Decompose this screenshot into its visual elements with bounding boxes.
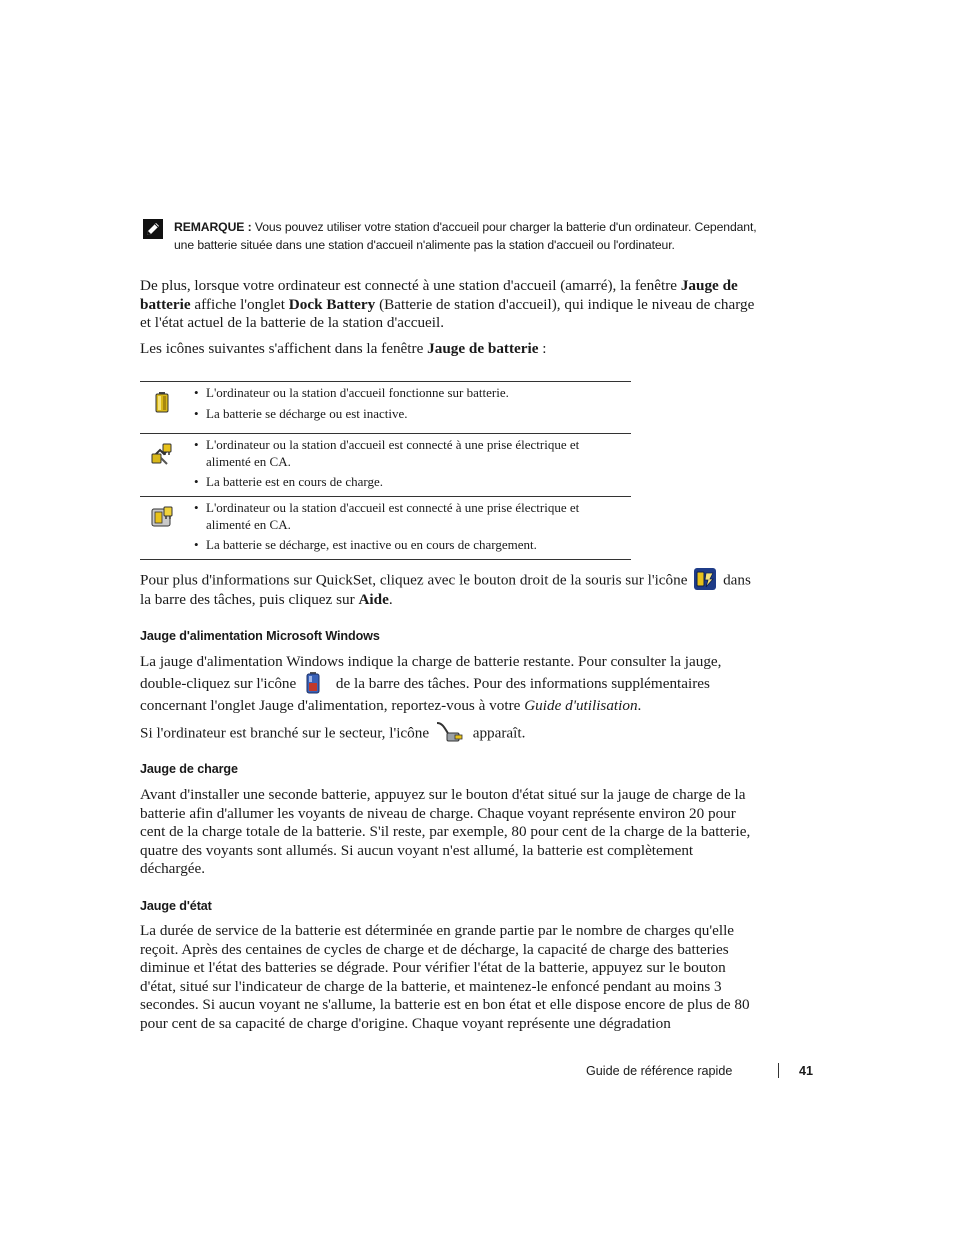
- list-item: • La batterie se décharge ou est inactive.: [194, 406, 624, 423]
- table-row: [140, 433, 631, 496]
- section-heading-windows-power-meter: Jauge d'alimentation Microsoft Windows: [140, 629, 380, 643]
- para3-text-3: .: [388, 591, 393, 608]
- quickset-icon: [693, 567, 717, 591]
- note-pencil-icon: [143, 219, 163, 239]
- paragraph-charge-gauge: Avant d'installer une seconde batterie, appuyez sur le bouton d'état situé sur la jauge de charge de la batterie afin d'allumer les voyants de niveau de charge. Chaque voyant représente environ 20 pour cent de la charge totale de la batterie. S'il reste, par exemple, 80 pour cent de la charge de la batterie, quatre des voyants sont allumés. Si aucun voyant n'est allumé, la batterie est complètement déchargée.: [140, 786, 751, 878]
- para2-bold-1: Jauge de batterie: [427, 340, 539, 357]
- footer-separator: [778, 1063, 779, 1078]
- section-heading-health-gauge: Jauge d'état: [140, 899, 212, 913]
- battery-icon: [150, 390, 174, 414]
- paragraph-dock-battery: [140, 277, 760, 333]
- list-item: • L'ordinateur ou la station d'accueil fonctionne sur batterie.: [194, 385, 624, 402]
- para3-bold-1: Aide: [358, 591, 389, 608]
- list-item: • L'ordinateur ou la station d'accueil est connecté à une prise électrique et alimenté en CA.: [194, 500, 624, 533]
- note-label: REMARQUE :: [174, 220, 252, 234]
- para1-text-2: affiche l'onglet: [190, 295, 289, 313]
- para3-text-1: Pour plus d'informations sur QuickSet, cliquez avec le bouton droit de la souris sur l'icône: [140, 571, 692, 589]
- page-number: 41: [799, 1064, 814, 1078]
- table-row: [140, 381, 631, 433]
- list-item: • La batterie se décharge, est inactive ou en cours de chargement.: [194, 537, 624, 554]
- para3-text-2: dans la barre des tâches, puis cliquez sur: [140, 571, 751, 608]
- note-text: [174, 219, 764, 254]
- para1-text-1: De plus, lorsque votre ordinateur est connecté à une station d'accueil (amarré), la fenêtre: [140, 277, 681, 294]
- paragraph-ac-icon: [140, 723, 760, 745]
- paragraph-health-gauge: La durée de service de la batterie est déterminée en grande partie par le nombre de charges qu'elle reçoit. Après des centaines de cycles de charge et de décharge, la capacité de charge des batteries diminue et l'état des batteries se dégrade. Pour vérifier l'état de la batterie, appuyez sur le bouton d'état, situé sur l'indicateur de charge de la batterie, et maintenez-le enfoncé pendant au moins 3 secondes. Si aucun voyant ne s'allume, la batterie est en bon état et elle dispose encore de plus de 80 pour cent de sa capacité de charge d'origine. Chaque voyant représente une dégradation: [140, 922, 750, 1032]
- section1-text-2: de la barre des tâches. Pour des informations supplémentaires concernant l'onglet Jauge d'alimentation, reportez-vous à votre: [140, 675, 710, 714]
- section1-p2-text-1: Si l'ordinateur est branché sur le secteur, l'icône: [140, 724, 433, 742]
- section1-italic-1: Guide d'utilisation: [524, 697, 638, 714]
- para2-text-2: :: [538, 340, 547, 357]
- para1-bold-1: Jauge de batterie: [140, 277, 738, 313]
- note-body: Vous pouvez utiliser votre station d'accueil pour charger la batterie d'un ordinateur. Cependant, une batterie située dans une station d'accueil n'alimente pas la station d'accueil ou l'ordinateur.: [174, 220, 757, 252]
- power-meter-icon: [302, 671, 324, 695]
- list-item: • L'ordinateur ou la station d'accueil est connecté à une prise électrique et alimenté en CA.: [194, 437, 624, 470]
- table-row: [140, 496, 631, 560]
- footer-title: Guide de référence rapide: [586, 1064, 733, 1078]
- paragraph-quickset: [140, 571, 760, 610]
- section1-text-3: .: [637, 697, 642, 714]
- row-3-list: [194, 500, 624, 554]
- ac-plug-icon: [150, 442, 174, 466]
- list-item: • La batterie est en cours de charge.: [194, 474, 624, 491]
- ac-battery-icon: [150, 505, 174, 529]
- para2-text-1: Les icônes suivantes s'affichent dans la fenêtre: [140, 340, 428, 357]
- row-1-list: [194, 385, 624, 422]
- row-2-list: [194, 437, 624, 491]
- icon-table: [140, 381, 631, 560]
- ac-power-icon: [435, 719, 465, 745]
- paragraph-icons-intro: [140, 340, 760, 359]
- section1-text-1: La jauge d'alimentation Windows indique la charge de batterie restante. Pour consulter la jauge, double-cliquez sur l'icône: [140, 653, 722, 692]
- para1-bold-2: Dock Battery: [288, 295, 376, 313]
- section-heading-charge-gauge: Jauge de charge: [140, 762, 238, 776]
- section1-p2-text-2: apparaît.: [468, 724, 526, 742]
- para1-text-3: (Batterie de station d'accueil), qui indique le niveau de charge et l'état actuel de la batterie de la station d'accueil.: [140, 295, 755, 332]
- paragraph-windows-power-meter: [140, 651, 760, 717]
